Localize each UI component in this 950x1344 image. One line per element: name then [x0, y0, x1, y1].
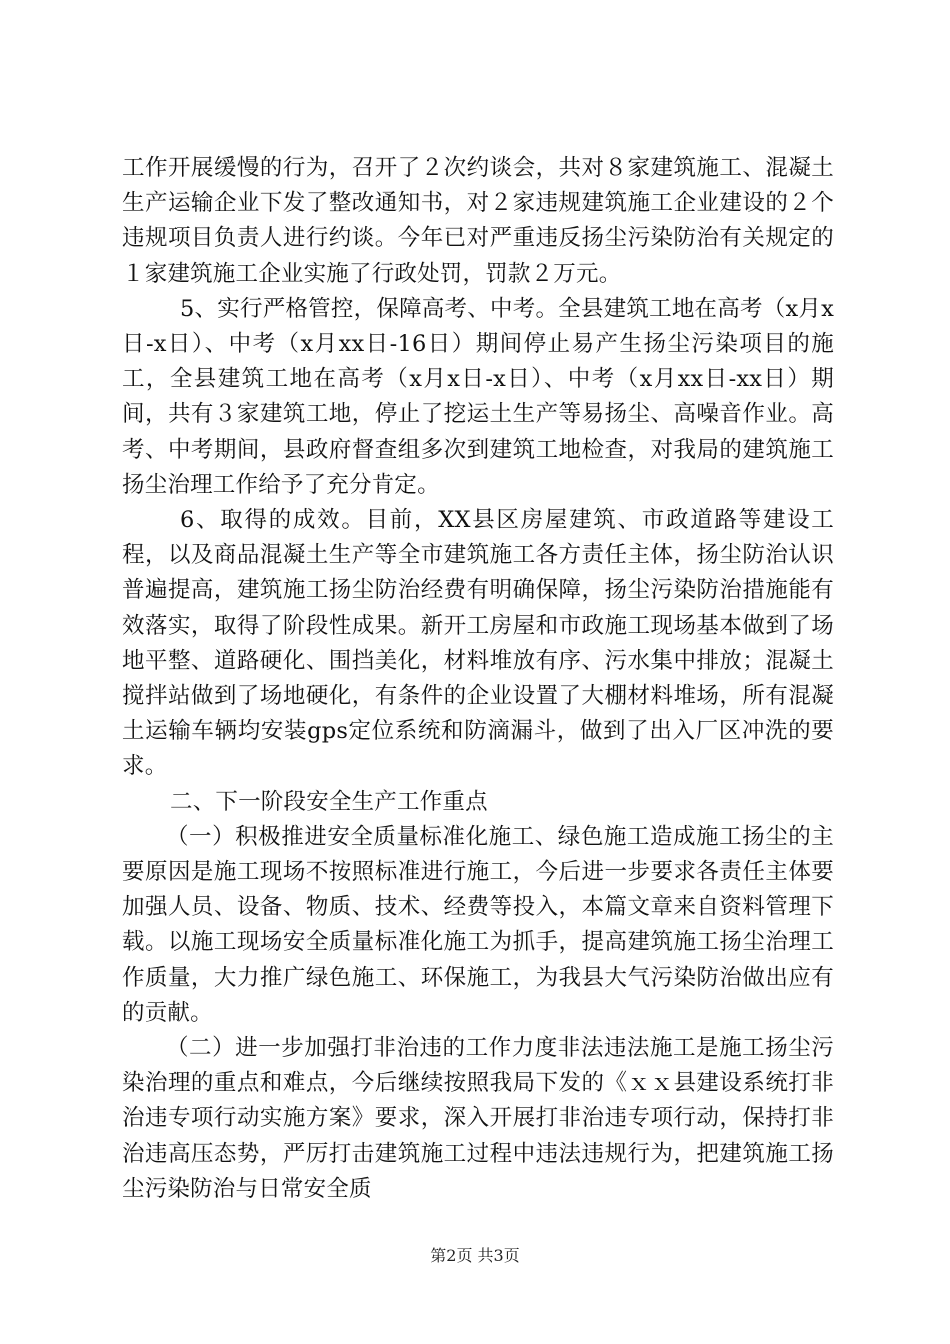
paragraph-crackdown: （二）进一步加强打非治违的工作力度非法违法施工是施工扬尘污染治理的重点和难点，今后继续按照我局下发的《ｘｘ县建设系统打非治违专项行动实施方案》要求，深入开展打非治违专项行动，保持打非治违高压态势，严厉打击建筑施工过程中违法违规行为，把建筑施工扬尘污染防治与日常安全质: [122, 1035, 834, 1202]
page-footer: 第2页 共3页: [430, 1246, 520, 1265]
paragraph-achievements: 6、取得的成效。目前，XX县区房屋建筑、市政道路等建设工程，以及商品混凝土生产等全市建筑施工各方责任主体，扬尘防治认识普遍提高，建筑施工扬尘防治经费有明确保障，扬尘污染防治措施能有效落实，取得了阶段性成果。新开工房屋和市政施工现场基本做到了场地平整、道路硬化、围挡美化，材料堆放有序、污水集中排放；混凝土搅拌站做到了场地硬化，有条件的企业设置了大棚材料堆场，所有混凝土运输车辆均安装gps定位系统和防滴漏斗，做到了出入厂区冲洗的要求。: [122, 507, 834, 780]
paragraph-exam-control: 5、实行严格管控，保障高考、中考。全县建筑工地在高考（x月x日-x日）、中考（x月xx日-16日）期间停止易产生扬尘污染项目的施工，全县建筑工地在高考（x月x日-x日）、中考（x月xx日-xx日）期间，共有３家建筑工地，停止了挖运土生产等易扬尘、高噪音作业。高考、中考期间，县政府督查组多次到建筑工地检查，对我局的建筑施工扬尘治理工作给予了充分肯定。: [122, 295, 834, 498]
paragraph-standardization: （一）积极推进安全质量标准化施工、绿色施工造成施工扬尘的主要原因是施工现场不按照标准进行施工，今后进一步要求各责任主体要加强人员、设备、物质、技术、经费等投入，本篇文章来自资料管理下载。以施工现场安全质量标准化施工为抓手，提高建筑施工扬尘治理工作质量，大力推广绿色施工、环保施工，为我县大气污染防治做出应有的贡献。: [122, 823, 834, 1026]
document-body: [122, 151, 834, 1207]
paragraph-enforcement-summary: 工作开展缓慢的行为，召开了２次约谈会，共对８家建筑施工、混凝土生产运输企业下发了整改通知书，对２家违规建筑施工企业建设的２个违规项目负责人进行约谈。今年已对严重违反扬尘污染防治有关规定的１家建筑施工企业实施了行政处罚，罚款２万元。: [122, 155, 834, 287]
section-heading-next-phase: 二、下一阶段安全生产工作重点: [170, 788, 488, 815]
